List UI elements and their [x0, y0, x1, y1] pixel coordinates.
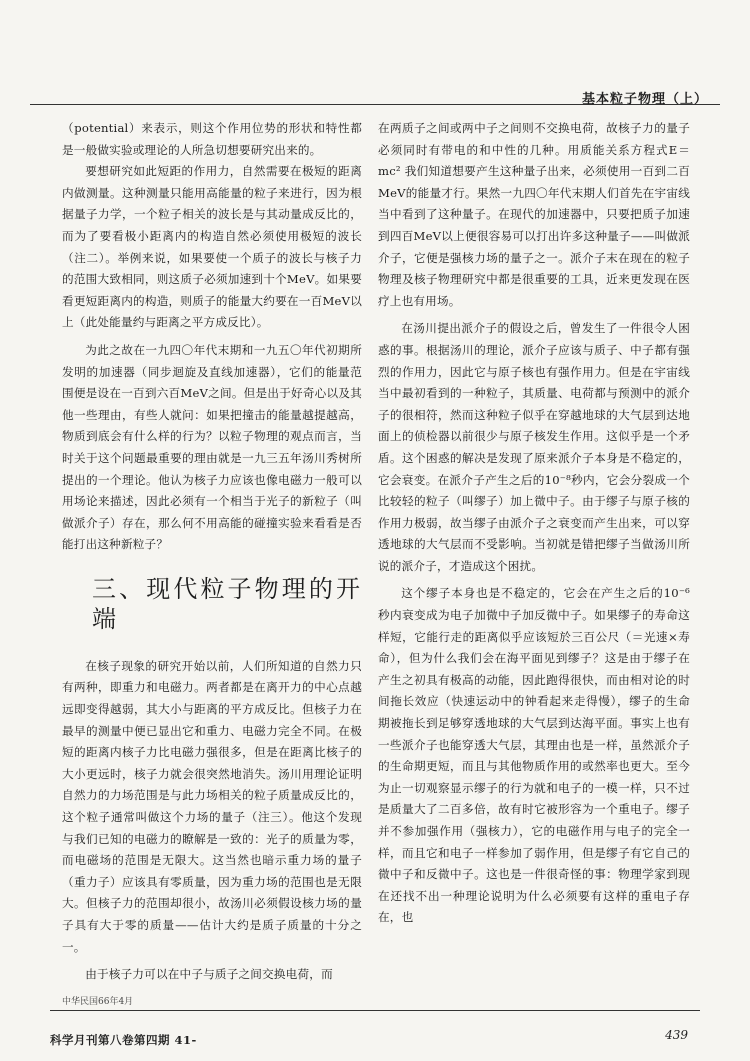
right-column [378, 118, 690, 929]
left-paragraph-2: 要想研究如此短距的作用力，自然需要在极短的距离内做测量。这种测量只能用高能量的粒子来进行，因为根据量子力学，一个粒子相关的波长是与其动量成反比的，而为了要看极小距离内的构造自然必须使用极短的波长（注二）。举例来说，如果要使一个质子的波长与核子力的范围大致相同，则这质子必须加速到十个MeV。如果要看更短距离内的构造，则质子的能量大约要在一百MeV以上（此处能量约与距离之平方成反比）。 [62, 164, 362, 330]
page-number: 439 [665, 1028, 688, 1042]
left-paragraph-5: 由于核子力可以在中子与质子之间交换电荷，而 [85, 967, 333, 982]
left-paragraph-4: 在核子现象的研究开始以前，人们所知道的自然力只有两种，即重力和电磁力。两者都是在离开力的中心点越远即变得越弱，其大小与距离的平方成反比。但核子力在最早的测量中便已显出它和重力、电磁力完全不同。在极短的距离内核子力比电磁力强很多，但是在距离比核子的大小更远时，核子力就会很突然地消失。汤川用理论证明自然力的力场范围是与此力场相关的粒子质量成反比的，这个粒子通常叫做这个力场的量子（注三）。他这个发现与我们已知的电磁力的瞭解是一致的：光子的质量为零，而电磁场的范围是无限大。这当然也暗示重力场的量子（重力子）应该具有零质量，因为重力场的范围也是无限大。但核子力的范围却很小，故汤川必须假设核力场的量子具有大于零的质量——估计大约是质子质量的十分之一。 [62, 658, 362, 954]
left-paragraph-3: 为此之故在一九四〇年代末期和一九五〇年代初期所发明的加速器（同步迴旋及直线加速器），它们的能量范围便是设在一百到六百MeV之间。但是出于好奇心以及其他一些理由，有些人就问：如果把撞击的能量越提越高，物质到底会有什么样的行为？以粒子物理的观点而言，当时关于这个问题最重要的理由就是一九三五年汤川秀树所提出的一个理论。他认为核子力应该也像电磁力一般可以用场论来描述，因此必须有一个相当于光子的新粒子（叫做派介子）存在，那么何不用高能的碰撞实验来看看是否能打出这种新粒子？ [62, 342, 362, 552]
right-paragraph-1: 在两质子之间或两中子之间则不交换电荷，故核子力的量子必须同时有带电的和中性的几种。用质能关系方程式E＝mc² 我们知道想要产生这种量子出来，必须使用一百到二百MeV的能量才行。果然一九四〇年代末期人们首先在宇宙线当中看到了这种量子。在现代的加速器中，只要把质子加速到四百MeV以上便很容易可以打出许多这种量子——叫做派介子，它便是强核力场的量子之一。派介子末在现在的粒子物理及核子物理研究中都是很重要的工具，近来更发现在医疗上也有用场。 [378, 121, 690, 308]
right-paragraph-2: 在汤川提出派介子的假设之后，曾发生了一件很令人困惑的事。根据汤川的理论，派介子应该与质子、中子都有强烈的作用力，因此它与原子核也有强作用力。但是在宇宙线当中最初看到的一种粒子，其质量、电荷都与预测中的派介子的很相符，然而这种粒子似乎在穿越地球的大气层到达地面上的侦检器以前很少与原子核发生作用。这似乎是一个矛盾。这个困惑的解决是发现了原来派介子本身是不稳定的，它会衰变。在派介子产生之后的10⁻⁸秒内，它会分裂成一个比较轻的粒子（叫缪子）加上微中子。由于缪子与原子核的作用力极弱，故当缪子由派介子之衰变而产生出来，可以穿透地球的大气层而不受影响。当初就是错把缪子当做汤川所说的派介子，才造成这个困扰。 [378, 321, 690, 573]
section-title: 三、现代粒子物理的开端 [92, 574, 362, 633]
right-paragraph-3: 这个缪子本身也是不稳定的，它会在产生之后的10⁻⁶ 秒内衰变成为电子加微中子加反微中子。如果缪子的寿命这样短，它能行走的距离似乎应该短於三百公尺（＝光速×寿命），但为什么我们会在海平面见到缪子？这是由于缪子在产生之初具有极高的动能，因此跑得很快，而由相对论的时间拖长效应（快速运动中的钟看起来走得慢），缪子的生命期被拖长到足够穿透地球的大气层到达海平面。事实上也有一些派介子也能穿透大气层，其理由也是一样，虽然派介子的生命期更短，而且与其他物质作用的或然率也更大。至今为止一切观察显示缪子的行为就和电子的一模一样，只不过是质量大了二百多倍，故有时它被形容为一个重电子。缪子并不参加强作用（强核力），它的电磁作用与电子的完全一样，而且它和电子一样参加了弱作用，但是缪子有它自己的微中子和反微中子。这也是一件很奇怪的事：物理学家到现在还找不出一种理论说明为什么必须要有这样的重电子存在，也 [378, 586, 690, 925]
left-column [62, 118, 362, 986]
running-head: 基本粒子物理（上） [581, 92, 708, 107]
footer-rule [50, 1010, 700, 1011]
left-paragraph-1: （potential）来表示，则这个作用位势的形状和特性都是一般做实验或理论的人所急切想要研究出来的。 [62, 121, 362, 157]
date-line: 中华民国66年4月 [62, 997, 134, 1007]
journal-footer: 科学月刊第八卷第四期 41- [50, 1033, 197, 1047]
